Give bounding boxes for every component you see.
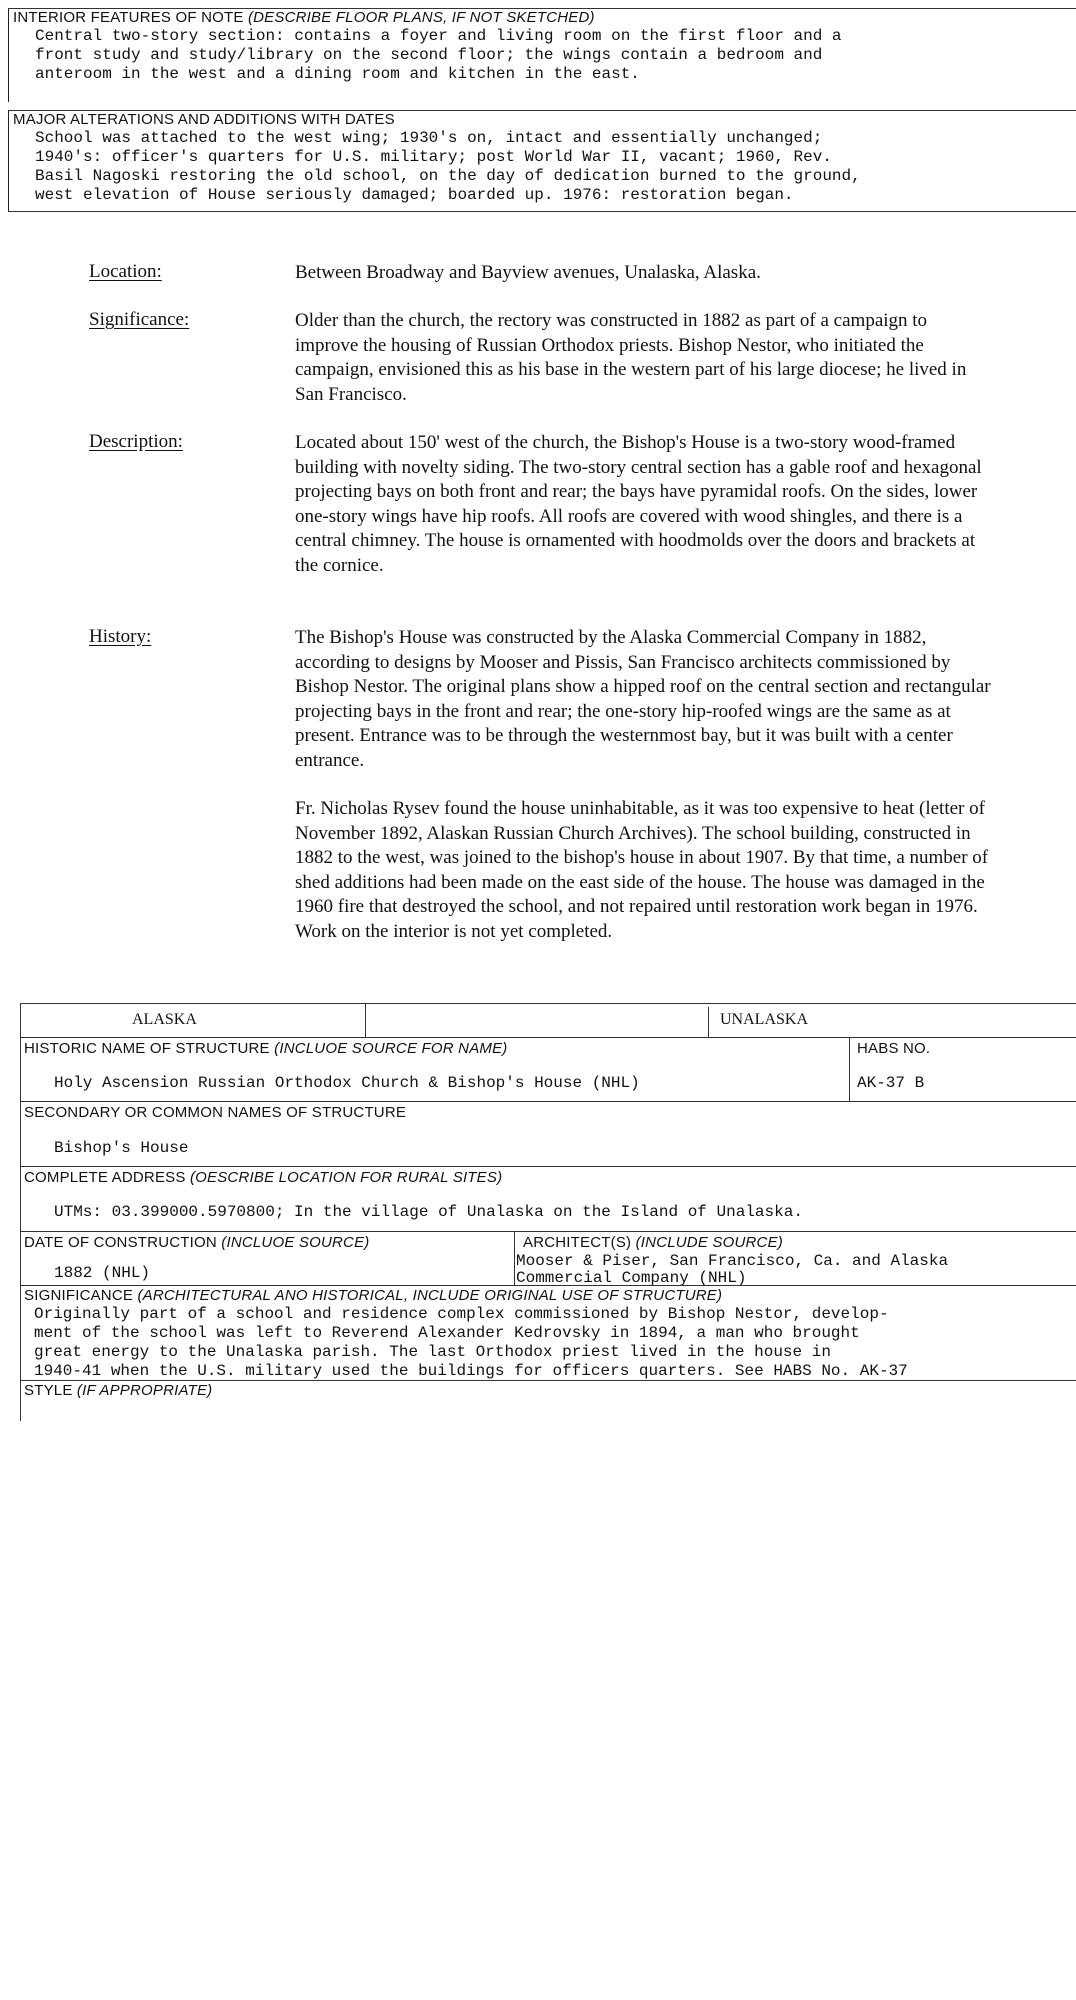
state-divider xyxy=(365,1003,366,1037)
secondary-names-value: Bishop's House xyxy=(54,1139,189,1157)
architect-divider xyxy=(514,1231,515,1285)
significance-form-label: SIGNIFICANCE (ARCHITECTURAL ANO HISTORICAL, INCLUDE ORIGINAL USE OF STRUCTURE) xyxy=(24,1287,723,1304)
state-value: ALASKA xyxy=(132,1011,197,1028)
secondary-names-rule xyxy=(20,1101,1076,1102)
address-rule xyxy=(20,1166,1076,1167)
historic-name-rule xyxy=(20,1037,1076,1038)
city-value: UNALASKA xyxy=(720,1011,808,1028)
top-form-block xyxy=(8,0,1076,212)
address-label: COMPLETE ADDRESS (OESCRIBE LOCATION FOR RURAL SITES) xyxy=(24,1169,503,1186)
architect-label: ARCHITECT(S) (INCLUDE SOURCE) xyxy=(523,1234,783,1251)
significance-label: Significance: xyxy=(89,309,190,330)
habs-no-value: AK-37 B xyxy=(857,1074,925,1092)
style-label: STYLE (IF APPROPRIATE) xyxy=(24,1382,213,1399)
bottom-form-block xyxy=(20,1003,1076,1421)
interior-features-text: Central two-story section: contains a foyer and living room on the first floor and a front study and study/library on the second floor; the wings contain a bedroom and anteroom in the west and a dining room and kitchen in the east. xyxy=(35,27,842,83)
architect-value: Mooser & Piser, San Francisco, Ca. and Alaska Commercial Company (NHL) xyxy=(516,1253,949,1285)
interior-features-section xyxy=(8,9,1076,102)
habs-divider xyxy=(849,1037,850,1101)
form-left-border xyxy=(20,1003,21,1421)
description-label: Description: xyxy=(89,431,183,452)
location-label: Location: xyxy=(89,261,162,282)
history-text-1: The Bishop's House was constructed by the Alaska Commercial Company in 1882, according to designs by Mooser and Pissis, San Francisco architects commissioned by Bishop Nestor. The original plans show a hipped roof on the central section and rectangular projecting bays in the front and rear; the one-story hip-roofed wings are the same as at present. Entrance was to be through the westernmost bay, but it was built with a center entrance. xyxy=(295,627,991,771)
historic-name-value: Holy Ascension Russian Orthodox Church & Bishop's House (NHL) xyxy=(54,1074,640,1092)
secondary-names-label: SECONDARY OR COMMON NAMES OF STRUCTURE xyxy=(24,1104,407,1121)
interior-features-label: INTERIOR FEATURES OF NOTE (DESCRIBE FLOOR PLANS, IF NOT SKETCHED) xyxy=(13,9,595,26)
history-text-2: Fr. Nicholas Rysev found the house uninhabitable, as it was too expensive to heat (letter of November 1892, Alaskan Russian Church Archives). The school building, constructed in 1882 to the west, was joined to the bishop's house in about 1907. By that time, a number of shed additions had been made on the east side of the house. The house was damaged in the 1960 fire that destroyed the school, and not repaired until restoration work began in 1976. Work on the interior is not yet completed. xyxy=(295,798,989,942)
city-divider xyxy=(708,1007,709,1037)
description-text: Located about 150' west of the church, the Bishop's House is a two-story wood-framed building with novelty siding. The two-story central section has a gable roof and hexagonal projecting bays on both front and rear; the bays have pyramidal roofs. On the sides, lower one-story wings have hip roofs. All roofs are covered with wood shingles, and there is a central chimney. The house is ornamented with hoodmolds over the doors and brackets at the cornice. xyxy=(295,432,982,576)
alterations-section xyxy=(8,111,1076,211)
significance-form-value: Originally part of a school and residence complex commissioned by Bishop Nestor, develop- ment of the school was left to Reverend Alexander Kedrovsky in 1894, a man who brought great energy to the Unalaska parish. The last Orthodox priest lived in the house in 1940-41 when the U.S. military used the buildings for officers quarters. See HABS No. AK-37 xyxy=(34,1305,908,1380)
significance-rule xyxy=(20,1285,1076,1286)
date-label: DATE OF CONSTRUCTION (INCLUOE SOURCE) xyxy=(24,1234,370,1251)
form-top-rule xyxy=(20,1003,1076,1004)
address-value: UTMs: 03.399000.5970800; In the village of Unalaska on the Island of Unalaska. xyxy=(54,1203,803,1221)
alterations-label: MAJOR ALTERATIONS AND ADDITIONS WITH DATES xyxy=(13,111,395,128)
habs-no-label: HABS NO. xyxy=(857,1040,931,1057)
style-rule xyxy=(20,1380,1076,1381)
alterations-text: School was attached to the west wing; 1930's on, intact and essentially unchanged; 1940's: officer's quarters for U.S. military; post World War II, vacant; 1960, Rev. Basil Nagoski restoring the old school, on the day of dedication burned to the ground, west elevation of House seriously damaged; boarded up. 1976: restoration began. xyxy=(35,129,861,204)
historic-name-label: HISTORIC NAME OF STRUCTURE (INCLUOE SOURCE FOR NAME) xyxy=(24,1040,508,1057)
significance-text: Older than the church, the rectory was constructed in 1882 as part of a campaign to improve the housing of Russian Orthodox priests. Bishop Nestor, who initiated the campaign, envisioned this as his base in the western part of his large diocese; he lived in San Francisco. xyxy=(295,310,967,405)
top-form-bottom-rule xyxy=(8,211,1076,212)
date-architect-rule xyxy=(20,1231,1076,1232)
location-text: Between Broadway and Bayview avenues, Unalaska, Alaska. xyxy=(295,262,761,283)
history-label: History: xyxy=(89,626,152,647)
date-value: 1882 (NHL) xyxy=(54,1264,151,1282)
